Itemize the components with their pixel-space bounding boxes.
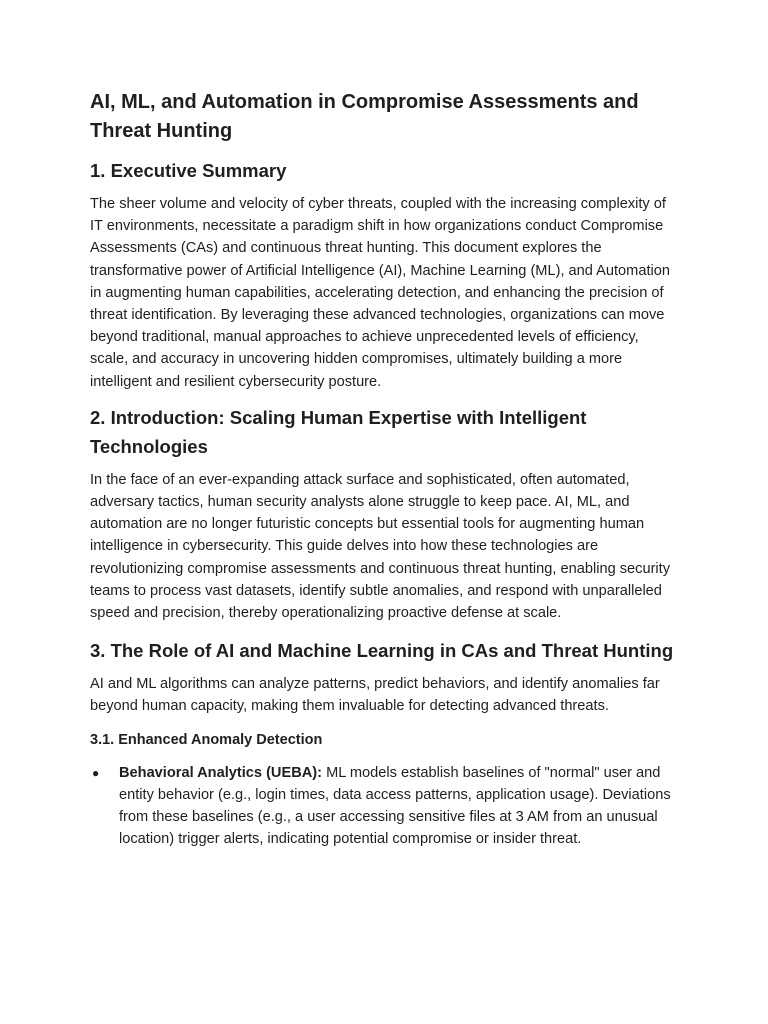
section-heading-introduction: 2. Introduction: Scaling Human Expertise with Intelligent Technologies <box>90 406 587 457</box>
bullet-text: ML models establish baselines of "normal" user and entity behavior (e.g., login times, data access patterns, application usage). Deviations from these baselines (e.g., a user accessing sensitive files at 3 AM from an unusual location) trigger alerts, indicating potential compromise or insider threat. <box>119 764 671 848</box>
document-title: AI, ML, and Automation in Compromise Assessments and Threat Hunting <box>90 91 639 142</box>
bullet-icon: ● <box>92 765 100 780</box>
section-heading-executive-summary: 1. Executive Summary <box>90 160 287 181</box>
executive-summary-paragraph: The sheer volume and velocity of cyber threats, coupled with the increasing complexity of IT environments, necessitate a paradigm shift in how organizations conduct Compromise Assessments (CAs) and continuous threat hunting. This document explores the transformative power of Artificial Intelligence (AI), Machine Learning (ML), and Automation in augmenting human capabilities, accelerating detection, and enhancing the precision of threat identification. By leveraging these advanced technologies, organizations can move beyond traditional, manual approaches to achieve unprecedented levels of efficiency, scale, and accuracy in uncovering hidden compromises, ultimately building a more intelligent and resilient cybersecurity posture. <box>90 196 670 390</box>
anomaly-detection-bullet-list <box>90 762 678 851</box>
subsection-heading-anomaly-detection: 3.1. Enhanced Anomaly Detection <box>90 731 323 748</box>
bullet-label: Behavioral Analytics (UEBA): <box>119 764 323 781</box>
role-of-ai-ml-paragraph: AI and ML algorithms can analyze patterns, predict behaviors, and identify anomalies far beyond human capacity, making them invaluable for detecting advanced threats. <box>90 676 660 715</box>
list-item <box>90 762 678 851</box>
introduction-paragraph: In the face of an ever-expanding attack surface and sophisticated, often automated, adversary tactics, human security analysts alone struggle to keep pace. AI, ML, and automation are no longer futuristic concepts but essential tools for augmenting human intelligence in cybersecurity. This guide delves into how these technologies are revolutionizing compromise assessments and continuous threat hunting, enabling security teams to process vast datasets, identify subtle anomalies, and respond with unparalleled speed and precision, thereby operationalizing proactive defense at scale. <box>90 471 671 622</box>
section-heading-role-of-ai-ml: 3. The Role of AI and Machine Learning in CAs and Threat Hunting <box>90 640 674 662</box>
